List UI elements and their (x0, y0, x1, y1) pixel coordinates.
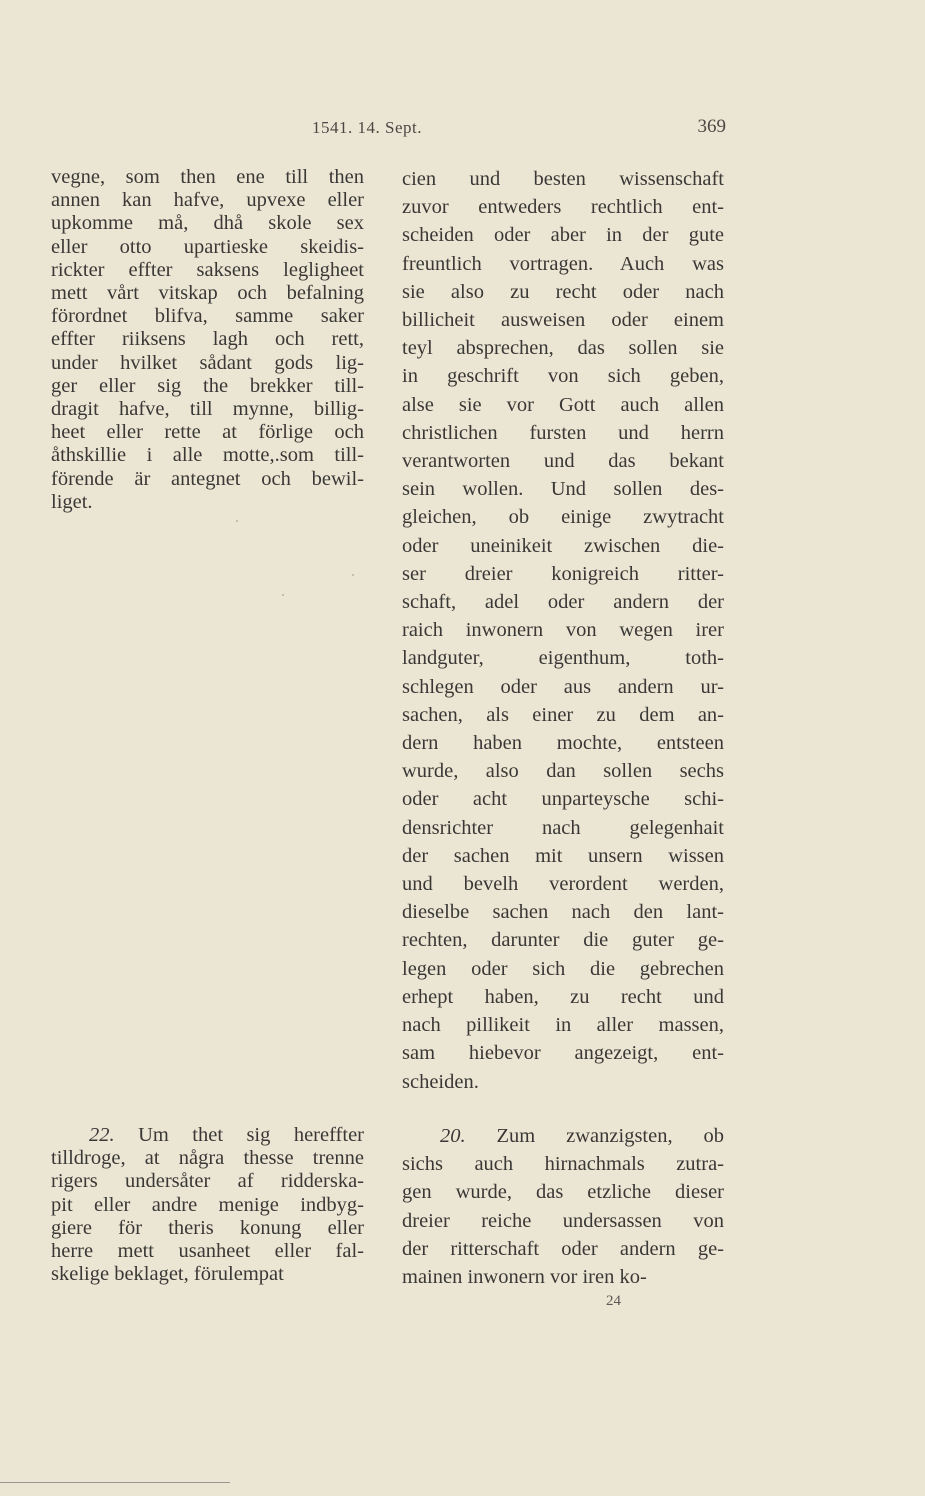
text-line: liget. (51, 490, 93, 513)
text-line: landguter, eigenthum, toth- (402, 647, 724, 670)
text-line: heet eller rette at förlige och (51, 421, 364, 444)
page-number: 369 (697, 116, 726, 137)
left-column-paragraph-1 (51, 166, 364, 514)
text-line: scheiden. (402, 1070, 479, 1093)
text-line: rickter effter saksens legligheet (51, 258, 364, 281)
text-line: legen oder sich die gebrechen (402, 957, 724, 980)
text-line: annen kan hafve, upvexe eller (51, 189, 364, 212)
text-line: sie also zu recht oder nach (402, 280, 724, 303)
text-line: under hvilket sådant gods lig- (51, 351, 364, 374)
text-line: alse sie vor Gott auch allen (402, 393, 724, 416)
text-line: 20. Zum zwanzigsten, ob (440, 1125, 724, 1147)
text-line: oder uneinikeit zwischen die- (402, 534, 724, 557)
text-line: mainen inwonern vor iren ko- (402, 1266, 647, 1289)
text-line: scheiden oder aber in der gute (402, 224, 724, 247)
text-line: sichs auch hirnachmals zutra- (402, 1153, 724, 1176)
text-line: 22. Um thet sig hereffter (89, 1124, 365, 1146)
text-line: schaft, adel oder andern der (402, 591, 724, 614)
text-line: rigers undersåter af ridderska- (51, 1170, 364, 1193)
text-line: eller otto upartieske skeidis- (51, 235, 364, 258)
text-line: billicheit ausweisen oder einem (402, 309, 724, 332)
text-line: dieselbe sachen nach den lant- (402, 901, 724, 924)
text-line: effter riiksens lagh och rett, (51, 328, 364, 351)
right-column-paragraph-2 (402, 1122, 724, 1291)
bottom-rule (0, 1482, 230, 1483)
text-line: christlichen fursten und herrn (402, 421, 724, 444)
text-line: und bevelh verordent werden, (402, 873, 724, 896)
text-line: teyl absprechen, das sollen sie (402, 337, 724, 360)
text-line: rechten, darunter die guter ge- (402, 929, 724, 952)
text-line: förende är antegnet och bewil- (51, 467, 364, 490)
text-line: dreier reiche undersassen von (402, 1209, 724, 1232)
text-line: sam hiebevor angezeigt, ent- (402, 1042, 724, 1065)
text-line: giere för theris konung eller (51, 1216, 364, 1239)
text-line: pit eller andre menige indbyg- (51, 1193, 364, 1216)
text-line: cien und besten wissenschaft (402, 168, 724, 190)
text-line: ger eller sig the brekker till- (51, 374, 364, 397)
section-number: 20. (440, 1125, 497, 1147)
text-line: zuvor entweders rechtlich ent- (402, 196, 724, 219)
text-line: herre mett usanheet eller fal- (51, 1240, 364, 1263)
paper-speck (236, 520, 238, 522)
text-line: freuntlich vortragen. Auch was (402, 252, 724, 275)
section-number: 22. (89, 1124, 139, 1146)
running-header-date: 1541. 14. Sept. (312, 118, 422, 137)
text-line: upkomme må, dhå skole sex (51, 212, 364, 235)
left-column-paragraph-2 (51, 1124, 364, 1286)
text-line: vegne, som then ene till then (51, 166, 364, 188)
text-line: raich inwonern von wegen irer (402, 619, 724, 642)
text-line: der ritterschaft oder andern ge- (402, 1237, 724, 1260)
text-line: mett vårt vitskap och befalning (51, 282, 364, 305)
text-line: ser dreier konigreich ritter- (402, 562, 724, 585)
text-line: tilldroge, at några thesse trenne (51, 1147, 364, 1170)
text-line: densrichter nach gelegenhait (402, 816, 724, 839)
text-line: dern haben mochte, entsteen (402, 732, 724, 755)
right-column-paragraph-1 (402, 165, 724, 1096)
text-line: sachen, als einer zu dem an- (402, 703, 724, 726)
text-line: sein wollen. Und sollen des- (402, 478, 724, 501)
text-line: nach pillikeit in aller massen, (402, 1014, 724, 1037)
text-line: erhept haben, zu recht und (402, 985, 724, 1008)
text-line: åthskillie i alle motte,.som till- (51, 444, 364, 467)
text-line: verantworten und das bekant (402, 450, 724, 473)
text-line: schlegen oder aus andern ur- (402, 675, 724, 698)
paper-speck (352, 574, 354, 576)
text-line: gleichen, ob einige zwytracht (402, 506, 724, 529)
text-line: in geschrift von sich geben, (402, 365, 724, 388)
text-line: dragit hafve, till mynne, billig- (51, 398, 364, 421)
text-line: wurde, also dan sollen sechs (402, 760, 724, 783)
text-line: oder acht unparteysche schi- (402, 788, 724, 811)
signature-mark: 24 (606, 1293, 621, 1309)
text-line: skelige beklaget, förulempat (51, 1263, 284, 1286)
text-line: gen wurde, das etzliche dieser (402, 1181, 724, 1204)
paper-speck (282, 594, 284, 596)
text-line: der sachen mit unsern wissen (402, 844, 724, 867)
text-line: förordnet blifva, samme saker (51, 305, 364, 328)
